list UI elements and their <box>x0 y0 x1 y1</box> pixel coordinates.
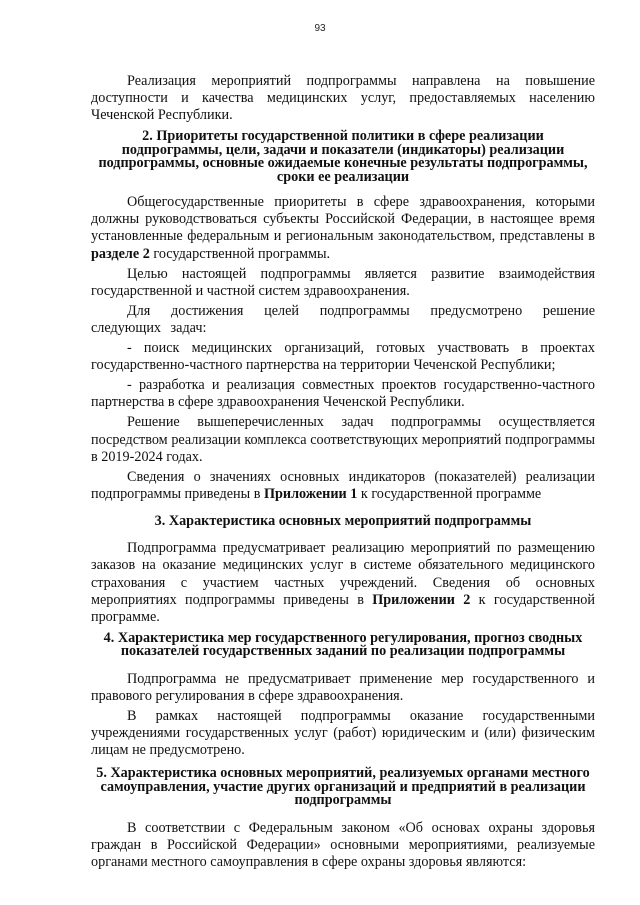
page-number: 93 <box>314 23 326 34</box>
section-2-paragraph-1 <box>91 194 595 262</box>
section-2-bullet-2: - разработка и реализация совместных проектов государственно-частного партнерства в сфере здравоохранения Чеченской Республики. <box>91 377 595 411</box>
section-4-paragraph-1: Подпрограмма не предусматривает применение мер государственного и правового регулирования в сфере здравоохранения. <box>91 670 595 704</box>
section-5-paragraph-1: В соответствии с Федеральным законом «Об основах охраны здоровья граждан в Российской Федерации» основными мероприятиями, реализуемые органами местного самоуправления в сфере охраны здоровья являются: <box>91 819 595 870</box>
page-content <box>91 73 595 871</box>
section-2-paragraph-2: Целью настоящей подпрограммы является развитие взаимодействия государственной и частной систем здравоохранения. <box>91 265 595 299</box>
intro-paragraph: Реализация мероприятий подпрограммы направлена на повышение доступности и качества медицинских услуг, предоставляемых населению Чеченской Республики. <box>91 73 595 124</box>
section-3-p1-tail: к государственной программе. <box>91 591 595 625</box>
section-4-heading: 4. Характеристика мер государственного регулирования, прогноз сводных показателей государственных заданий по реализации подпрограммы <box>103 629 583 660</box>
section-3-paragraph-1 <box>91 540 595 625</box>
section-3-p1-text: Подпрограмма предусматривает реализацию мероприятий по размещению заказов на оказание медицинских услуг в системе обязательного медицинского страхования с участием частных учреждений. Сведения об основных мероприятиях подпрограммы приведены в <box>91 540 595 608</box>
section-2-heading: 2. Приоритеты государственной политики в сфере реализации подпрограммы, цели, задачи и показатели (индикаторы) реализации подпрограммы, основные ожидаемые конечные результаты подпрограммы, сроки ее реализации <box>98 128 588 185</box>
section-3-heading: 3. Характеристика основных мероприятий подпрограммы <box>154 512 532 529</box>
section-2-bullet-1: - поиск медицинских организаций, готовых участвовать в проектах государственно-частного партнерства на территории Чеченской Республики; <box>91 340 595 374</box>
section-2-p1-bold: разделе 2 <box>91 245 150 262</box>
section-2-paragraph-5 <box>91 469 595 503</box>
section-2-p5-text: Сведения о значениях основных индикаторов (показателей) реализации подпрограммы приведены в <box>91 468 595 502</box>
section-2-p5-bold: Приложении 1 <box>263 485 358 502</box>
section-2-paragraph-4: Решение вышеперечисленных задач подпрограммы осуществляется посредством реализации комплекса соответствующих мероприятий подпрограммы в 2019-2024 годах. <box>91 414 595 465</box>
section-2-p1-tail: государственной программы. <box>149 245 331 262</box>
section-2-p1-text: Общегосударственные приоритеты в сфере здравоохранения, которыми должны руководствоваться субъекты Российской Федерации, в настоящее время установленные федеральным и региональным законодательством, представлены в <box>91 194 595 245</box>
section-2-p5-tail: к государственной программе <box>357 485 542 502</box>
section-5-heading: 5. Характеристика основных мероприятий, реализуемых органами местного самоуправления, участие других организаций и предприятий в реализации подпрограммы <box>96 765 590 809</box>
section-4-paragraph-2: В рамках настоящей подпрограммы оказание государственными учреждениями государственных услуг (работ) юридическим и (или) физическим лицам не предусмотрено. <box>91 708 595 759</box>
section-3-p1-bold: Приложении 2 <box>372 591 471 608</box>
section-2-paragraph-3: Для достижения целей подпрограммы предусмотрено решение следующих задач: <box>91 302 595 336</box>
